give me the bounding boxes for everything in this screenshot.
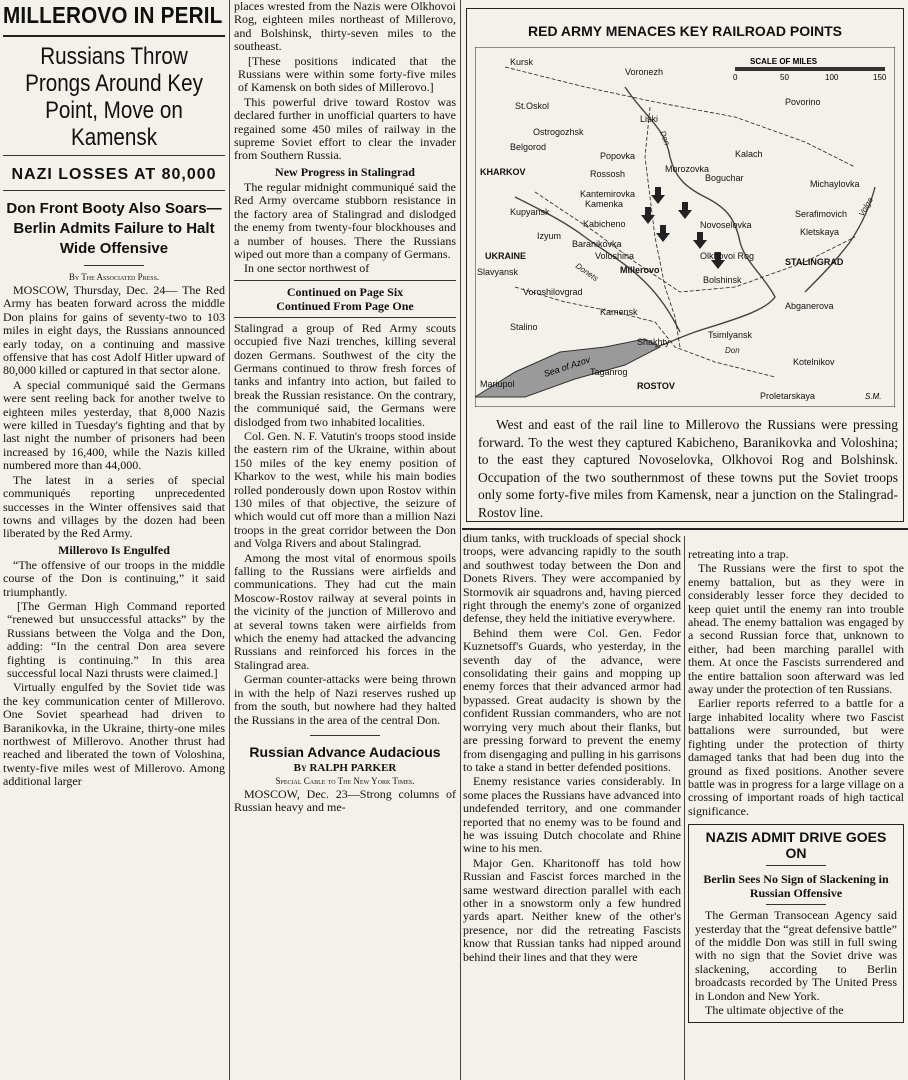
divider — [310, 735, 380, 736]
map-caption — [478, 416, 898, 521]
article-paragraph: [These positions indicated that the Russians were within some forty-five miles of Kamensk on both sides of Millerovo.] — [238, 53, 456, 95]
place-label: Kotelnikov — [793, 357, 835, 367]
section-headline: Russian Advance Audacious — [249, 743, 441, 760]
deck-headline-3: Don Front Booty Also Soars— Berlin Admits Failure to Halt Wide Offensive — [6, 200, 222, 257]
sidebar-box — [688, 824, 904, 1023]
article-paragraph: MOSCOW, Dec. 23—Strong columns of Russian heavy and me- — [234, 786, 456, 815]
scale-tick: 0 — [733, 73, 738, 82]
place-label: UKRAINE — [485, 251, 527, 261]
article-paragraph: The ultimate objective of the — [705, 1002, 844, 1017]
divider — [84, 265, 144, 266]
place-label: Kamensk — [600, 307, 638, 317]
place-label: Kursk — [510, 57, 534, 67]
article-paragraph: places wrested from the Nazis were Olkhovoi Rog, eighteen miles northeast of Millerovo, and Bolshinsk, thirty-seven miles to the southeast. — [234, 0, 456, 54]
divider — [766, 904, 826, 905]
left-column — [3, 0, 225, 1080]
place-label: Shakhty — [637, 337, 670, 347]
subheading: Millerovo Is Engulfed — [58, 542, 170, 557]
article-paragraph: Col. Gen. N. F. Vatutin's troops stood inside the eastern rim of the Ukraine, within about 150 miles of the key enemy position of Kharkov to the west, while his main bodies rolled ponderously down upon Rostov within 130 miles of that objective, the seizure of which would cut off more than a million Nazi troops in the great corridor between the Don and Volga Rivers and about Stalingrad. — [234, 428, 456, 551]
place-label: Stalino — [510, 322, 538, 332]
place-label: Rossosh — [590, 169, 626, 179]
place-label: Abganerova — [785, 301, 834, 311]
place-label: Kamenka — [585, 199, 624, 209]
place-label: Kantemirovka — [580, 189, 636, 199]
column-rule — [460, 0, 461, 1080]
map-title: RED ARMY MENACES KEY RAILROAD POINTS — [528, 23, 842, 39]
subheading: New Progress in Stalingrad — [275, 164, 415, 179]
divider — [3, 35, 225, 37]
place-label: Voronezh — [625, 67, 664, 77]
place-label: Izyum — [537, 231, 562, 241]
divider — [234, 317, 456, 318]
advance-arrow — [651, 187, 665, 204]
place-label: Boguchar — [705, 173, 744, 183]
place-label: Novoselovka — [700, 220, 752, 230]
divider — [462, 528, 908, 530]
article-paragraph: “The offensive of our troops in the middle course of the Don is continuing,” it said triumphantly. — [3, 557, 225, 599]
place-label: Belgorod — [510, 142, 547, 152]
advance-arrow — [656, 225, 670, 242]
dateline-credit: Special Cable to The New York Times. — [275, 775, 415, 786]
scale-tick: 50 — [780, 73, 789, 82]
byline: By The Associated Press. — [68, 272, 160, 282]
divider — [3, 190, 225, 191]
sidebar-title: NAZIS ADMIT DRIVE GOES ON — [705, 829, 887, 862]
article-paragraph: Major Gen. Kharitonoff has told how Russian and Fascist forces marched in the same westward direction parallel with each other in a snowstorm only a few hundred yards apart. Neither knew of the other's presence, nor did the retreating Fascists know that Russian tanks had nipped around behind their lines and that they were — [463, 855, 681, 964]
caption-text: West and east of the rail line to Millerovo the Russians were pressing forward. To the west they captured Kabicheno, Baranikovka and Voloshina; to the east they captured Novoselovka, Olkhovoi Rog and Bolshinsk. Occupation of the two southernmost of these towns put the Soviet troops only some forty-five miles from Kamensk, near a junction on the Stalingrad-Rostov line. — [478, 417, 898, 520]
place-label: Ostrogozhsk — [533, 127, 584, 137]
fourth-column — [688, 548, 904, 1080]
place-label: Proletarskaya — [760, 391, 816, 401]
article-paragraph: [The German High Command reported “renewed but unsuccessful attacks” by the Russians between the Volga and the Don, adding: “In the central Don area severe fighting is continuing.” In this area successful local Nazi thrusts were claimed.] — [7, 598, 225, 680]
jump-line-continued-on: Continued on Page Six — [286, 284, 404, 299]
article-paragraph: Behind them were Col. Gen. Fedor Kuznetsoff's Guards, who yesterday, in the seventh day of the advance, were consolidating their gains and mopping up enemy forces that their advanced armor had bypassed. Great audacity is shown by the confident Russian commanders, who are not worrying very much about their flanks, but are pressing forward to prevent the enemy from disengaging and pulling in his garrisons to take a stand in better defended positions. — [463, 625, 681, 774]
place-label: Kletskaya — [800, 227, 840, 237]
place-label: Liski — [640, 114, 659, 124]
river-label: Volga — [856, 196, 875, 218]
map-figure — [475, 47, 895, 407]
place-label: Morozovka — [665, 164, 710, 174]
place-label: Kalach — [735, 149, 763, 159]
middle-column — [234, 0, 456, 1080]
article-paragraph: This powerful drive toward Rostov was declared further in unofficial quarters to have regained some 450 miles of railway in the supreme Soviet effort to clear the invader from Southern Russia. — [234, 94, 456, 163]
place-label: Tsimlyansk — [708, 330, 753, 340]
place-label: Slavyansk — [477, 267, 519, 277]
article-paragraph: Virtually engulfed by the Soviet tide was the key communication center of Millerovo. One Soviet spearhead had driven to Baranikovka, in the Ukraine, thirty-one miles northwest of Millerovo. Another thrust had reached and liberated the town of Voloshina, twenty-five miles west of Millerovo. Among additional larger — [3, 680, 225, 789]
place-label: ROSTOV — [637, 381, 675, 391]
divider — [766, 865, 826, 866]
place-labels — [477, 57, 860, 401]
place-label: KHARKOV — [480, 167, 526, 177]
column-rule — [229, 0, 230, 1080]
divider — [234, 280, 456, 281]
article-paragraph: dium tanks, with truckloads of special shock troops, were advancing rapidly to the south and southwest today between the Don and Donets Rivers. They were accompanied by Stormovik air squadrons and, having pierced right through the enemy's zone of organized defense, they held the initiative everywhere. — [463, 532, 681, 626]
scale-tick: 150 — [873, 73, 887, 82]
article-paragraph: The regular midnight communiqué said the Red Army overcame stubborn resistance in the factory area of Stalingrad and dislodged the enemy from twenty-four blockhouses and a number of houses. There the Russians wiped out more than a company of Germans. — [234, 179, 456, 261]
deck-headline-2: NAZI LOSSES AT 80,000 — [11, 166, 217, 183]
place-label: Mariupol — [480, 379, 515, 389]
river-label: Don — [725, 346, 740, 355]
byline: By RALPH PARKER — [293, 761, 397, 774]
sea-label: Sea of Azov — [542, 354, 592, 379]
scale-bar — [733, 57, 887, 82]
place-label: Voloshina — [595, 251, 635, 261]
advance-arrow — [678, 202, 692, 219]
article-paragraph: Among the most vital of enormous spoils falling to the Russians were airfields and communications. They had cut the main Moscow-Rostov railway at several points in the vicinity of the junction of Millerovo and at several towns taken were airfields from which the enemy had attacked the advancing Russians and reinforced his forces in the Stalingrad area. — [234, 550, 456, 672]
place-label: Kupyansk — [510, 207, 550, 217]
article-paragraph: The Russians were the first to spot the enemy battalion, but as they were in considerably lesser force they decided to keep quiet until the enemy ran into trouble ahead. The enemy battalion was engaged by a second Russian force that, unknown to either, had been marching parallel with them. At once the Fascists surrendered and the entire battalion soon afterward was led away under the protection of ten Russians. — [688, 561, 904, 697]
third-column — [463, 532, 681, 1080]
place-label: Olkhovoi Rog — [700, 251, 755, 261]
place-label: Povorino — [785, 97, 821, 107]
river-label: Donets — [573, 261, 600, 284]
advance-arrow — [693, 232, 707, 249]
place-label: Michaylovka — [810, 179, 860, 189]
scale-tick: 100 — [825, 73, 839, 82]
article-paragraph: Stalingrad a group of Red Army scouts occupied five Nazi trenches, killing several dozen Germans. Southwest of the city the Germans continued to throw fresh forces of tanks and infantry into action, but failed to break the Russian resistance. On the contrary, the communiqué said, the Germans were dislodged from two inhabited localities. — [234, 320, 456, 429]
place-label: Baranikovka — [572, 239, 622, 249]
column-rule — [684, 536, 685, 1080]
article-paragraph: In one sector northwest of — [244, 261, 370, 276]
place-label: Voroshilovgrad — [523, 287, 583, 297]
place-label: STALINGRAD — [785, 257, 844, 267]
banner-headline: MILLEROVO IN PERIL — [3, 2, 223, 28]
article-paragraph: retreating into a trap. — [688, 548, 789, 561]
map-initials: S.M. — [865, 392, 882, 401]
article-paragraph: The latest in a series of special communiqués reporting unprecedented successes in the Winter offensives said that towns and villages by the dozen had been liberated by the Red Army. — [3, 472, 225, 541]
railroad-line — [505, 67, 855, 167]
place-label: Popovka — [600, 151, 636, 161]
river-label: Don — [658, 129, 672, 147]
place-label: Millerovo — [620, 265, 660, 275]
sidebar-subhead: Berlin Sees No Sign of Slackening in Russian Offensive — [703, 872, 889, 901]
article-paragraph: Enemy resistance varies considerably. In some places the Russians have advanced into undefended territory, and one commander reported that no enemy was to be found and he was issuing Dutch chocolate and Rhine wine to his men. — [463, 774, 681, 856]
place-label: Serafimovich — [795, 209, 848, 219]
scale-rule — [735, 67, 885, 71]
article-paragraph: A special communiqué said the Germans were sent reeling back for another twelve to eighteen miles yesterday, that 8,000 Nazis were killed in Tuesday's fighting and that by last night the number of prisoners had been increased by 16,400, while the Nazis killed numbered more than 44,000. — [3, 377, 225, 473]
article-paragraph: Earlier reports referred to a battle for a large inhabited locality where two Fascist battalions were surrounded, but were fighting under the protection of thirty damaged tanks that had been dug into the ground as fixed positions. Another severe battle was in progress for a large village on a crossing of important roads of high tactical significance. — [688, 696, 904, 818]
divider — [3, 155, 225, 156]
jump-line-continued-from: Continued From Page One — [276, 298, 414, 313]
place-label: Taganrog — [590, 367, 628, 377]
place-label: Bolshinsk — [703, 275, 742, 285]
place-label: Kabicheno — [583, 219, 626, 229]
article-paragraph: MOSCOW, Thursday, Dec. 24— The Red Army has beaten forward across the middle Don plains for gains of seventy-two to 103 miles in eight days, the Russians announced early today, on a continuing and massive offensive that has cost Adolf Hitler upward of 80,000 killed or captured in that sector alone. — [3, 283, 225, 378]
scale-label: SCALE OF MILES — [750, 57, 818, 66]
article-paragraph: The German Transocean Agency said yesterday that the “great defensive battle” of the middle Don was still in full swing with no sign that the Soviet drive was slackening, according to Berlin broadcasts recorded by The United Press in London and New York. — [695, 908, 897, 1003]
article-paragraph: German counter-attacks were being thrown in with the help of Nazi reserves rushed up from the south, but nowhere had they halted the Russians in the area of the central Don. — [234, 672, 456, 727]
deck-headline-1: Russians Throw Prongs Around Key Point, Move on Kamensk — [25, 43, 203, 151]
place-label: St.Oskol — [515, 101, 550, 111]
